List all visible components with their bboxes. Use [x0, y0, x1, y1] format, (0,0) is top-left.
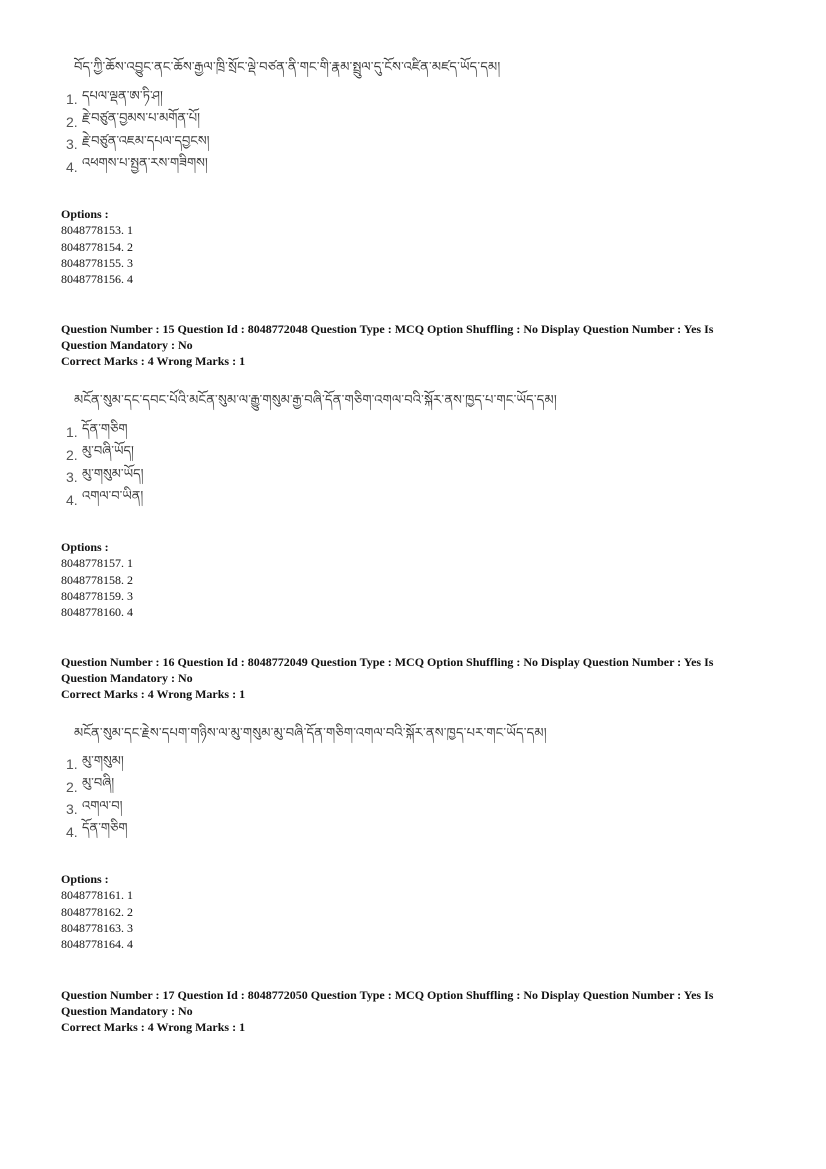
- choice-text: རྗེ་བཙུན་བྱམས་པ་མགོན་པོ།: [82, 111, 201, 127]
- option-id: 8048778156. 4: [61, 272, 133, 287]
- choice-text: འགལ་བ།: [82, 798, 123, 814]
- option-id: 8048778155. 3: [61, 255, 133, 270]
- question-meta: Question Number : 16 Question Id : 8048772049 Question Type : MCQ Option Shuffling : No Display Question Number : Yes Is: [61, 655, 714, 669]
- choice-text: མུ་བཞི།: [82, 776, 115, 792]
- choice-text: མུ་བཞི་ཡོད།: [82, 444, 134, 460]
- question-marks: Correct Marks : 4 Wrong Marks : 1: [61, 686, 246, 701]
- choice-number: 4.: [66, 158, 78, 175]
- question-15-header: [61, 322, 761, 369]
- choice-number: 3.: [66, 469, 78, 486]
- option-id: 8048778153. 1: [61, 223, 133, 238]
- choice-text: མུ་གསུམ།: [82, 753, 124, 769]
- choice-number: 4.: [66, 823, 78, 840]
- question-14-choices: [66, 88, 209, 178]
- choice-number: 1.: [66, 756, 78, 773]
- options-label: Options :: [61, 540, 109, 554]
- choice-number: 1.: [66, 424, 78, 441]
- options-label: Options :: [61, 872, 109, 886]
- option-id: 8048778161. 1: [61, 888, 133, 903]
- choice-number: 3.: [66, 136, 78, 153]
- question-marks: Correct Marks : 4 Wrong Marks : 1: [61, 353, 246, 368]
- question-14-options: [61, 206, 133, 287]
- choice-text: འགལ་བ་ཡིན།: [82, 489, 144, 505]
- question-16-header: [61, 655, 761, 702]
- question-16-stem: མངོན་སུམ་དང་རྗེས་དཔག་གཉིས་ལ་མུ་གསུམ་མུ་བཞི་དོན་གཅིག་འགལ་བའི་སྐོར་ནས་ཁྱད་པར་གང་ཡོད་དམ།: [74, 726, 547, 741]
- option-id: 8048778154. 2: [61, 239, 133, 254]
- option-id: 8048778159. 3: [61, 588, 133, 603]
- question-17-header: [61, 988, 761, 1035]
- option-id: 8048778160. 4: [61, 605, 133, 620]
- choice-number: 2.: [66, 778, 78, 795]
- choice-item: [66, 156, 209, 179]
- option-id: 8048778163. 3: [61, 920, 133, 935]
- choice-text: དོན་གཅིག: [82, 421, 128, 437]
- question-15-choices: [66, 421, 143, 511]
- choice-text: དོན་གཅིག: [82, 821, 128, 837]
- choice-text: འཕགས་པ་སྤྱན་རས་གཟིགས།: [82, 156, 208, 172]
- choice-number: 3.: [66, 801, 78, 818]
- choice-item: [66, 489, 143, 512]
- choice-number: 2.: [66, 113, 78, 130]
- choice-item: [66, 821, 128, 844]
- question-14-stem: བོད་ཀྱི་ཆོས་འབྱུང་ནང་ཆོས་རྒྱལ་ཁྲི་སྲོང་ལྡེ་བཙན་ནི་གང་གི་རྣམ་སྤྲུལ་དུ་ངོས་འཛིན་མཛད་ཡོད་དམ།: [74, 60, 501, 75]
- question-15-options: [61, 539, 133, 620]
- question-15-stem: མངོན་སུམ་དང་དབང་པོའི་མངོན་སུམ་ལ་རྒྱུ་གསུམ་རྒྱ་བཞི་དོན་གཅིག་འགལ་བའི་སྐོར་ནས་ཁྱད་པ་གང་ཡོད་དམ།: [74, 393, 557, 408]
- choice-text: དཔལ་ལྡན་ཨ་ཏི་ཤ།: [82, 88, 163, 104]
- choice-number: 4.: [66, 491, 78, 508]
- question-16-choices: [66, 753, 128, 843]
- option-id: 8048778164. 4: [61, 937, 133, 952]
- option-id: 8048778162. 2: [61, 904, 133, 919]
- option-id: 8048778157. 1: [61, 556, 133, 571]
- question-mandatory: Question Mandatory : No: [61, 1003, 193, 1018]
- choice-text: མུ་གསུམ་ཡོད།: [82, 466, 144, 482]
- choice-number: 1.: [66, 91, 78, 108]
- question-meta: Question Number : 17 Question Id : 8048772050 Question Type : MCQ Option Shuffling : No Display Question Number : Yes Is: [61, 988, 714, 1002]
- choice-number: 2.: [66, 446, 78, 463]
- option-id: 8048778158. 2: [61, 572, 133, 587]
- question-meta: Question Number : 15 Question Id : 8048772048 Question Type : MCQ Option Shuffling : No Display Question Number : Yes Is: [61, 322, 714, 336]
- question-marks: Correct Marks : 4 Wrong Marks : 1: [61, 1019, 246, 1034]
- choice-text: རྗེ་བཙུན་འཇམ་དཔལ་དབྱངས།: [82, 133, 210, 149]
- question-16-options: [61, 871, 133, 952]
- options-label: Options :: [61, 207, 109, 221]
- question-mandatory: Question Mandatory : No: [61, 337, 193, 352]
- question-mandatory: Question Mandatory : No: [61, 670, 193, 685]
